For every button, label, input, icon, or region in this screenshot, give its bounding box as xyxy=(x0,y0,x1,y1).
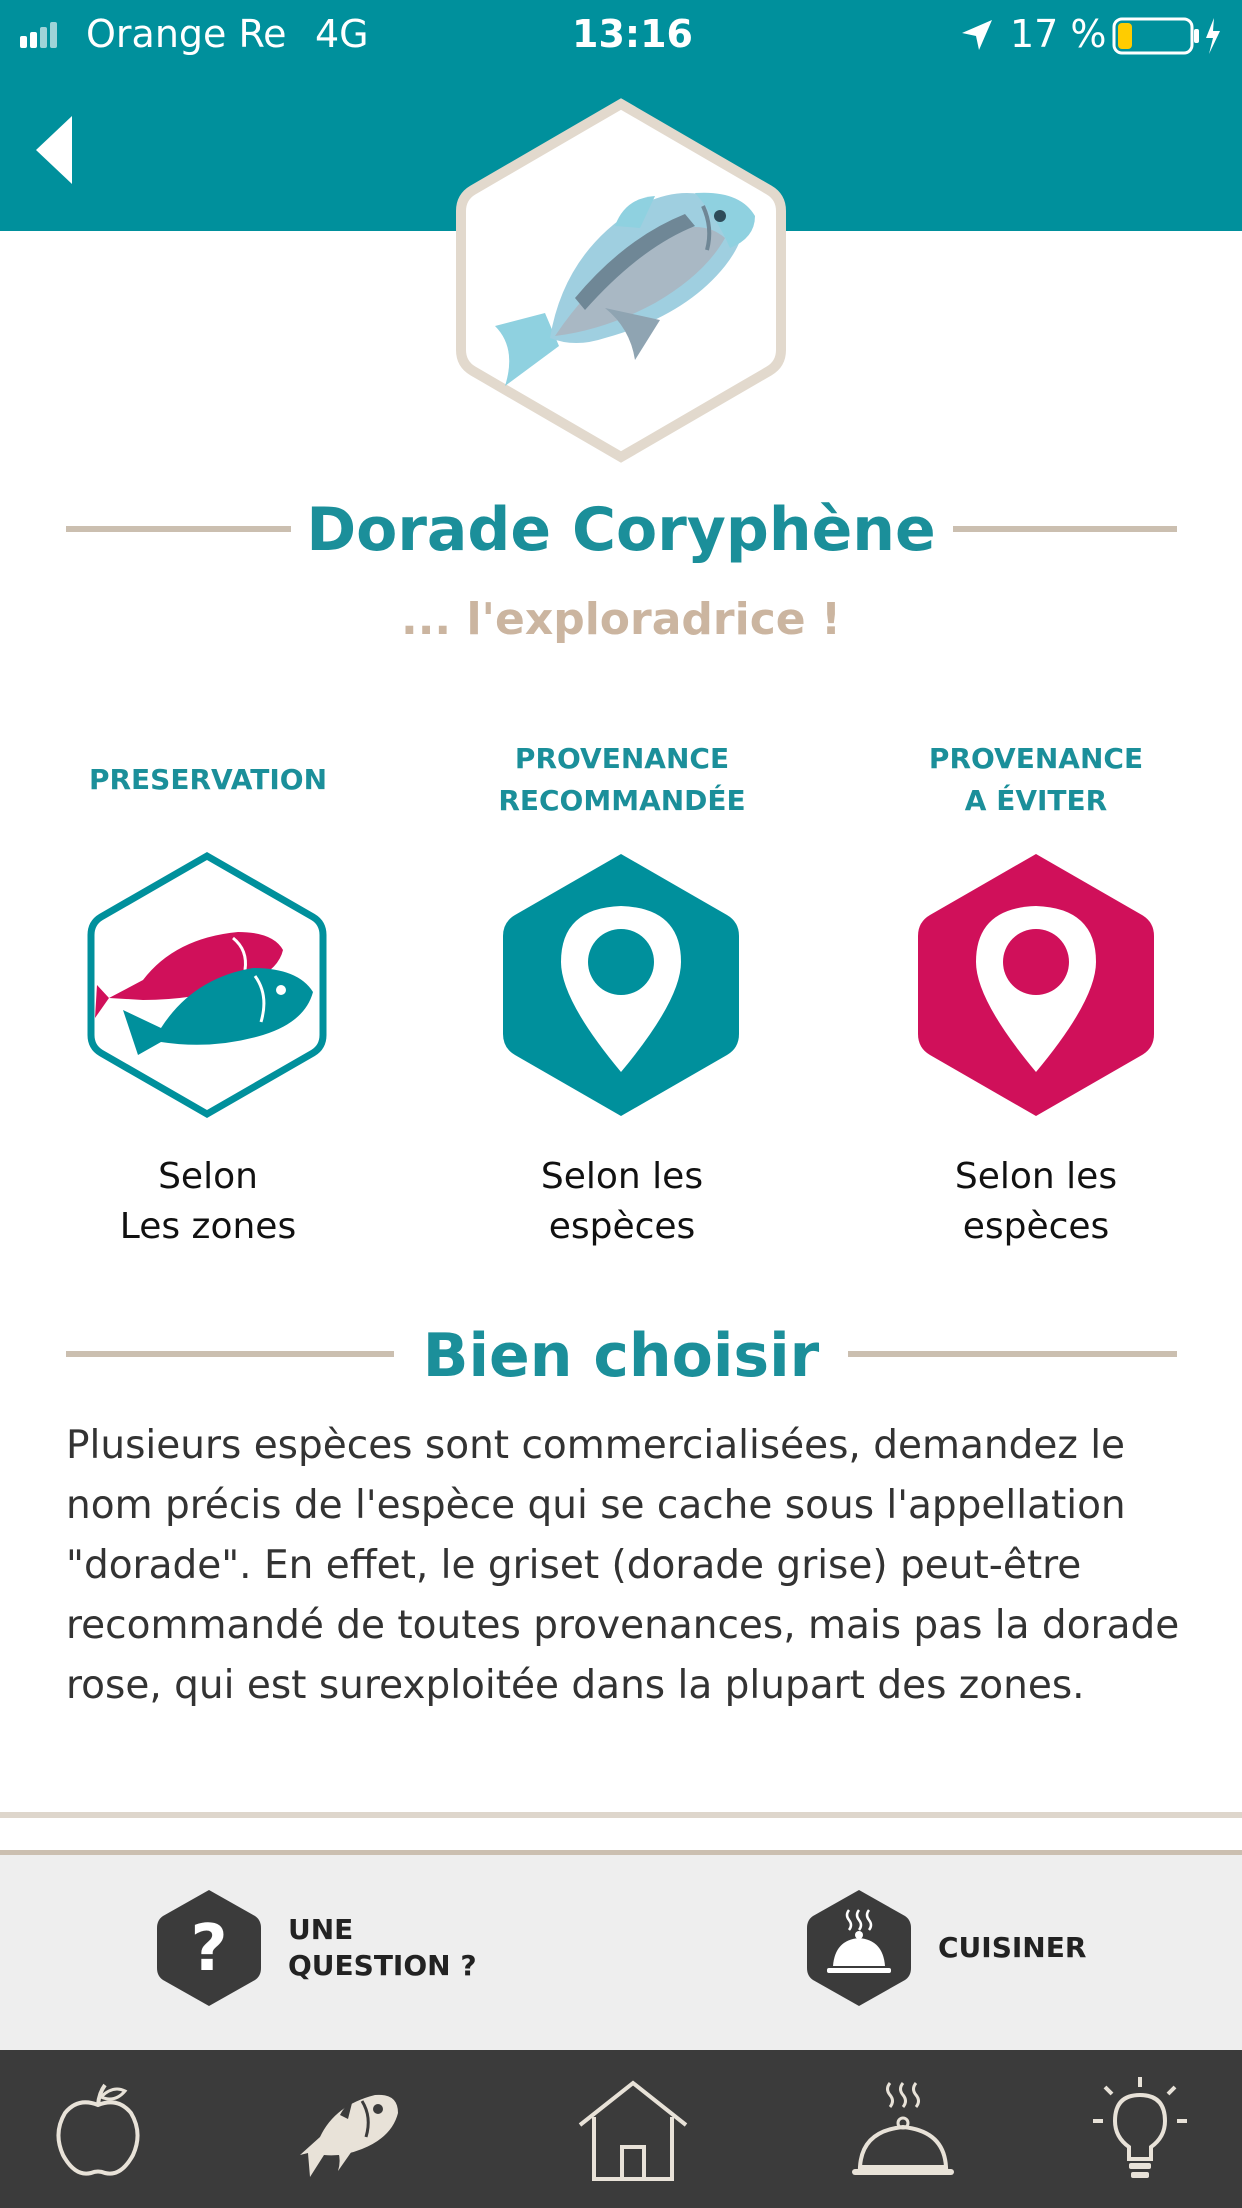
cook-label: CUISINER xyxy=(938,1931,1087,1964)
cook-button[interactable] xyxy=(805,1888,1105,2018)
location-arrow-icon xyxy=(960,18,994,52)
lightbulb-icon xyxy=(1075,2075,1205,2185)
question-label-line2: QUESTION ? xyxy=(288,1949,477,1982)
tab-accueil[interactable] xyxy=(568,2075,698,2185)
fish-pair-icon xyxy=(83,850,331,1120)
clock: 13:16 xyxy=(572,12,693,56)
product-title: Dorade Coryphène xyxy=(306,495,936,565)
home-icon xyxy=(568,2075,698,2185)
criteria-label: PRESERVATION xyxy=(88,763,328,796)
back-arrow-icon xyxy=(30,110,80,190)
cloche-icon xyxy=(805,1888,913,2008)
criteria-provenance-recommandee xyxy=(415,738,829,822)
criteria-value: Selon les espèces xyxy=(540,1156,704,1247)
tab-fruits[interactable] xyxy=(33,2075,163,2185)
fish-icon xyxy=(280,2075,410,2185)
network-label: 4G xyxy=(315,12,369,56)
criteria-label: PROVENANCE A ÉVITER xyxy=(928,742,1144,817)
battery-percent: 17 % xyxy=(1010,12,1107,56)
carrier-label: Orange Re xyxy=(86,12,287,56)
criteria-value: Selon Les zones xyxy=(119,1156,297,1247)
location-pin-icon xyxy=(497,850,745,1120)
tab-poissons[interactable] xyxy=(280,2075,410,2185)
back-button[interactable] xyxy=(30,110,80,190)
cloche-icon xyxy=(838,2075,968,2185)
tab-conseils[interactable] xyxy=(1075,2075,1205,2185)
criteria-label: PROVENANCE RECOMMANDÉE xyxy=(498,742,746,817)
location-pin-avoid-icon xyxy=(912,850,1160,1120)
tab-cuisiner[interactable] xyxy=(838,2075,968,2185)
product-subtitle: ... l'exploradrice ! xyxy=(400,594,842,645)
signal-icon xyxy=(20,22,60,48)
question-icon xyxy=(155,1888,263,2008)
question-label-line1: UNE xyxy=(288,1913,354,1946)
battery-icon xyxy=(1112,16,1222,56)
divider xyxy=(0,1812,1242,1818)
criteria-value: Selon les espèces xyxy=(954,1156,1118,1247)
criteria-preservation xyxy=(1,738,415,822)
criteria-provenance-a-eviter xyxy=(829,738,1242,822)
question-button[interactable] xyxy=(155,1888,495,2018)
apple-icon xyxy=(33,2075,163,2185)
svg-text:?: ? xyxy=(190,1912,228,1986)
fish-badge xyxy=(455,98,787,463)
bien-choisir-text: Plusieurs espèces sont commercialisées, demandez le nom précis de l'espèce qui se cache sous l'appellation "dorade". En effet, le griset (dorade grise) peut-être recommandé de toutes provenances, mais pas la dorade rose, qui est surexploitée dans la plupart des zones. xyxy=(66,1423,1180,1708)
section-title-bien-choisir: Bien choisir xyxy=(422,1321,820,1391)
